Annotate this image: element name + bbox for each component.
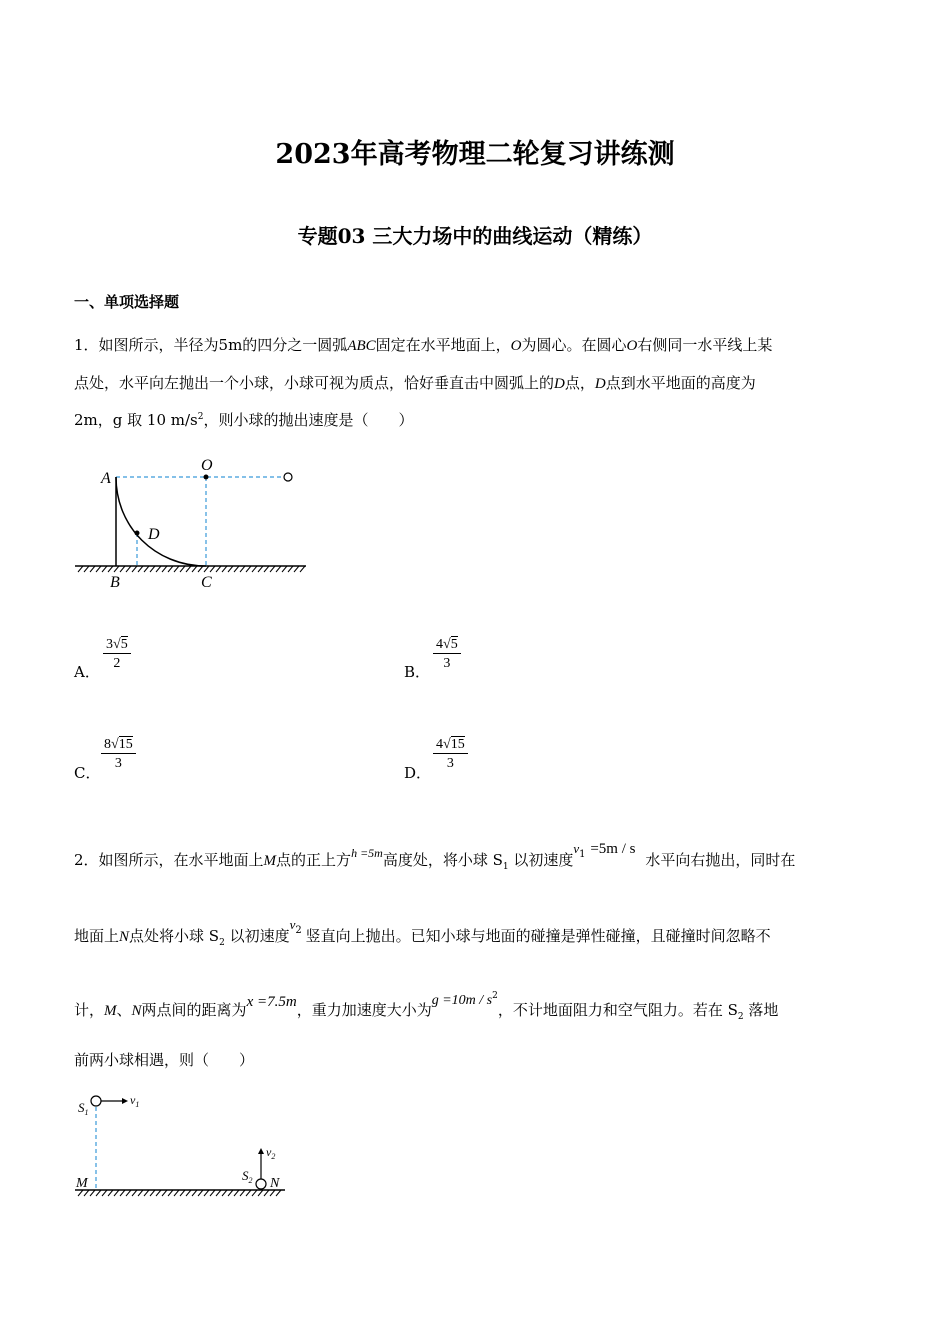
q1-option-c-value: $\frac{8√15}{3}$ xyxy=(101,737,136,772)
q2-figure xyxy=(70,1088,300,1208)
q2-label-n: N xyxy=(270,1176,280,1191)
q1-line-2: 点处，水平向左抛出一个小球，小球可视为质点，恰好垂直击中圆弧上的D点，D点到水平地面的高度为 xyxy=(74,374,756,392)
q2-label-s1: $S_1$ xyxy=(78,1100,89,1117)
q1-label-a: A xyxy=(101,470,111,487)
page-subtitle: 专题03 三大力场中的曲线运动（精练） xyxy=(297,224,653,248)
q1-point-o xyxy=(204,475,209,480)
q1-label-b: B xyxy=(110,574,120,591)
q1-label-c: C xyxy=(201,574,212,591)
q1-option-d-label: D． xyxy=(404,764,432,782)
q2-ball-s2 xyxy=(256,1179,266,1189)
q1-option-b-value: $\frac{4√5}{3}$ xyxy=(433,637,461,672)
q1-line-1: 1．如图所示，半径为5m的四分之一圆弧ABC固定在水平地面上，O为圆心。在圆心O右侧同一水平线上某 xyxy=(74,336,773,354)
q2-arrowhead-v2 xyxy=(258,1148,264,1154)
q1-option-d-value: $\frac{4√15}{3}$ xyxy=(433,737,468,772)
q2-v2-symbol: $v_2$ xyxy=(289,917,302,936)
q1-line-3: 2m，g 取 10 $m/s^2$，则小球的抛出速度是（ ） xyxy=(74,411,414,429)
q1-option-a-value: $\frac{3√5}{2}$ xyxy=(103,637,131,672)
page-title: 2023年高考物理二轮复习讲练测 xyxy=(275,139,675,170)
q2-arrowhead-v1 xyxy=(122,1098,128,1104)
q1-point-d xyxy=(135,531,140,536)
q1-arc-abc xyxy=(116,477,206,566)
q1-option-c-label: C． xyxy=(74,764,101,782)
q2-label-v2: $v_2$ xyxy=(266,1145,276,1161)
q2-label-v1: $v_1$ xyxy=(130,1093,140,1109)
q1-label-o: O xyxy=(201,457,213,474)
q2-label-m: M xyxy=(76,1176,88,1191)
section-heading: 一、单项选择题 xyxy=(74,293,180,311)
q2-v1-formula: $v_1 =5m / s$ xyxy=(573,841,636,860)
q2-line-1: 2．如图所示，在水平地面上M点的正上方$^{h =5m}$高度处，将小球 $S_1$ 以初速度$v_1 =5m / s$水平向右抛出，同时在 xyxy=(74,841,796,872)
q2-line-4: 前两小球相遇，则（ ） xyxy=(74,1051,255,1069)
q2-g-formula: $g =10m / s^2$ xyxy=(431,991,498,1008)
q2-label-s2: $S_2$ xyxy=(242,1168,253,1185)
q2-ground-hatch xyxy=(78,1190,281,1196)
q1-option-b-label: B． xyxy=(404,663,431,681)
q1-option-a-label: A． xyxy=(74,663,100,681)
q1-ball xyxy=(284,473,292,481)
q1-label-d: D xyxy=(148,526,160,543)
q2-line-3: 计，M、N两点间的距离为x =7.5m，重力加速度大小为$g =10m / s^2$，不计地面阻力和空气阻力。若在 $S_2$ 落地 xyxy=(74,991,779,1022)
q2-ball-s1 xyxy=(91,1096,101,1106)
q1-ground-hatch xyxy=(78,566,305,572)
q2-line-2: 地面上N点处将小球 $S_2$ 以初速度$v_2$ 竖直向上抛出。已知小球与地面的碰撞是弹性碰撞，且碰撞时间忽略不 xyxy=(74,917,771,948)
q1-figure xyxy=(70,452,315,592)
